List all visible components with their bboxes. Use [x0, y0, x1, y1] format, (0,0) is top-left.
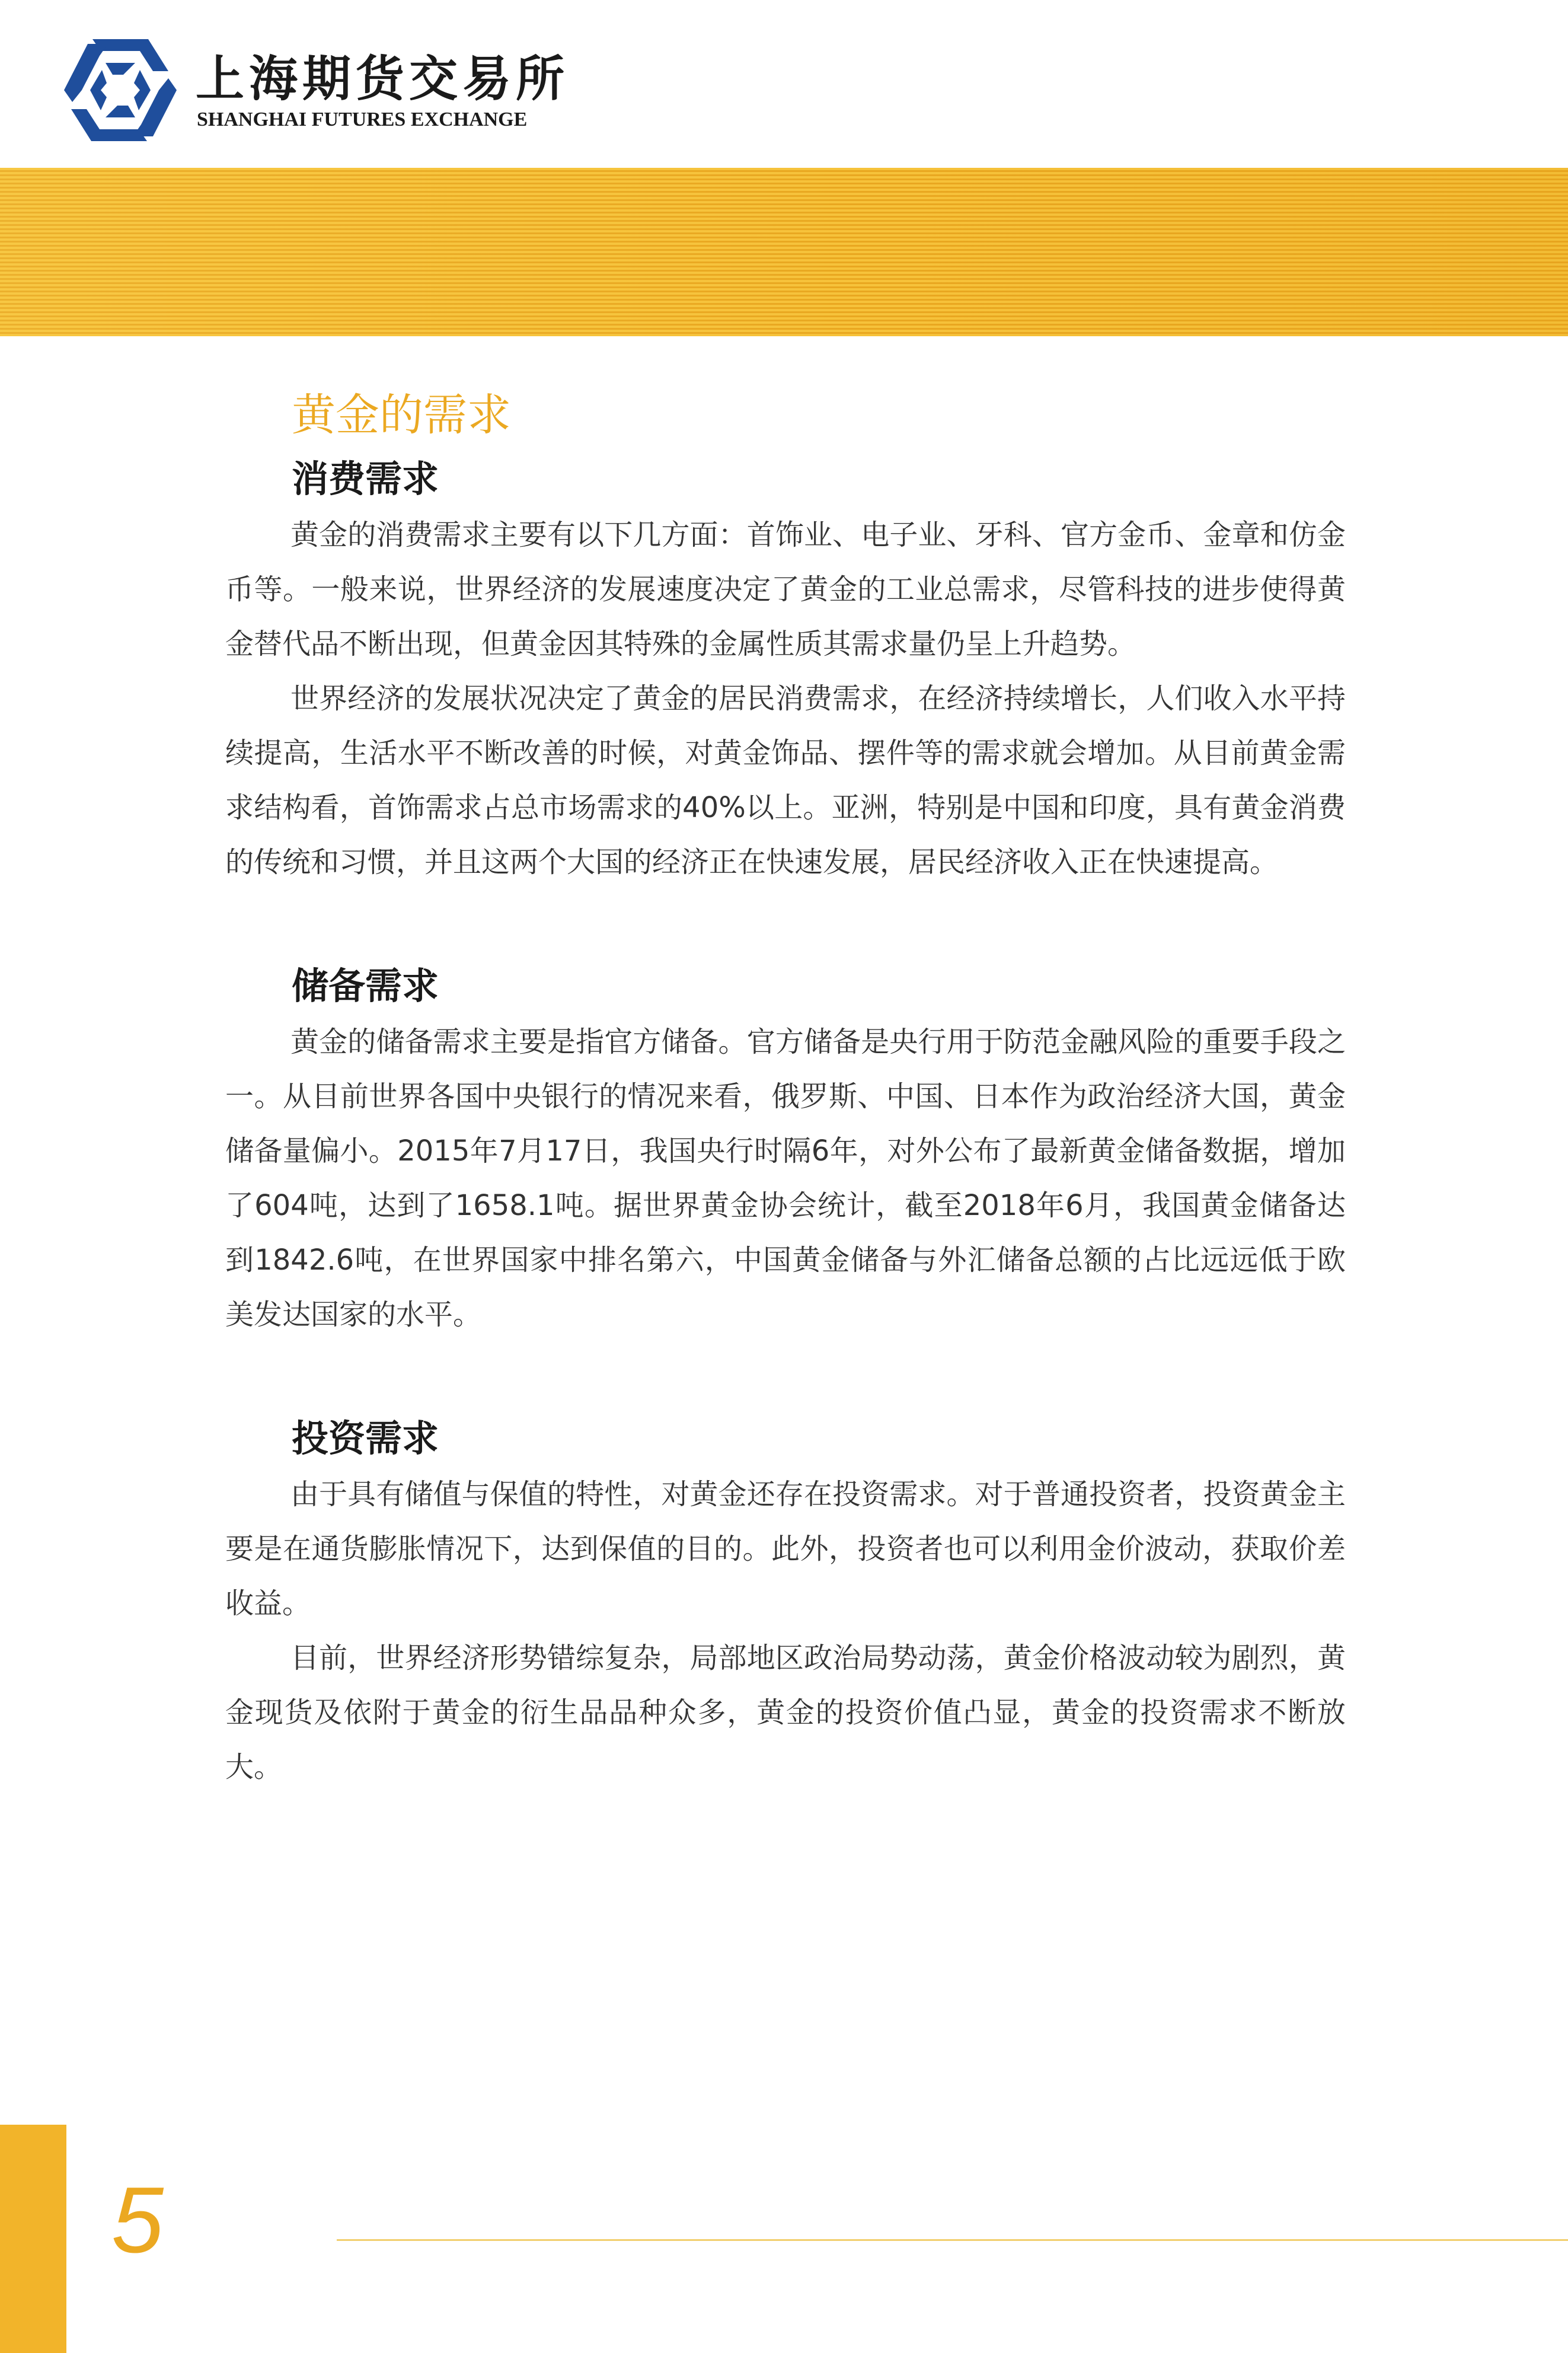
- footer-divider: [337, 2239, 1568, 2241]
- page-number: 5: [111, 2168, 164, 2272]
- section-heading: 投资需求: [292, 1417, 439, 1460]
- main-content: [225, 380, 1346, 1794]
- page-title: 黄金的需求: [292, 390, 511, 441]
- paragraph: 黄金的储备需求主要是指官方储备。官方储备是央行用于防范金融风险的重要手段之一。从目前世界各国中央银行的情况来看，俄罗斯、中国、日本作为政治经济大国，黄金储备量偏小。2015年7月17日，我国央行时隔6年，对外公布了最新黄金储备数据，增加了604吨，达到了1658.1吨。据世界黄金协会统计，截至2018年6月，我国黄金储备达到1842.6吨，在世界国家中排名第六，中国黄金储备与外汇储备总额的占比远远低于欧美发达国家的水平。: [225, 1025, 1346, 1331]
- section-reserve-demand: [225, 958, 1346, 1342]
- paragraph: 世界经济的发展状况决定了黄金的居民消费需求，在经济持续增长，人们收入水平持续提高，生活水平不断改善的时候，对黄金饰品、摆件等的需求就会增加。从目前黄金需求结构看，首饰需求占总市场需求的40%以上。亚洲，特别是中国和印度，具有黄金消费的传统和习惯，并且这两个大国的经济正在快速发展，居民经济收入正在快速提高。: [225, 682, 1346, 879]
- footer-side-block: [0, 2125, 66, 2353]
- section-gap: [225, 889, 1346, 958]
- section-heading: 消费需求: [292, 457, 439, 500]
- section-consumption-demand: [225, 451, 1346, 889]
- section-gap: [225, 1342, 1346, 1410]
- paragraph: 目前，世界经济形势错综复杂，局部地区政治局势动荡，黄金价格波动较为剧烈，黄金现货及依附于黄金的衍生品品种众多，黄金的投资价值凸显，黄金的投资需求不断放大。: [225, 1641, 1346, 1784]
- logo-english-name: SHANGHAI FUTURES EXCHANGE: [197, 109, 528, 130]
- paragraph: 由于具有储值与保值的特性，对黄金还存在投资需求。对于普通投资者，投资黄金主要是在通货膨胀情况下，达到保值的目的。此外，投资者也可以利用金价波动，获取价差收益。: [225, 1478, 1346, 1620]
- header-banner-shading: [0, 168, 1568, 336]
- section-heading: 储备需求: [292, 964, 439, 1007]
- paragraph: 黄金的消费需求主要有以下几方面：首饰业、电子业、牙科、官方金币、金章和仿金币等。一般来说，世界经济的发展速度决定了黄金的工业总需求，尽管科技的进步使得黄金替代品不断出现，但黄金因其特殊的金属性质其需求量仍呈上升趋势。: [225, 518, 1346, 661]
- sfe-hexagon-logo-icon: [64, 36, 177, 145]
- logo-chinese-name: 上海期货交易所: [196, 50, 570, 107]
- section-investment-demand: [225, 1410, 1346, 1794]
